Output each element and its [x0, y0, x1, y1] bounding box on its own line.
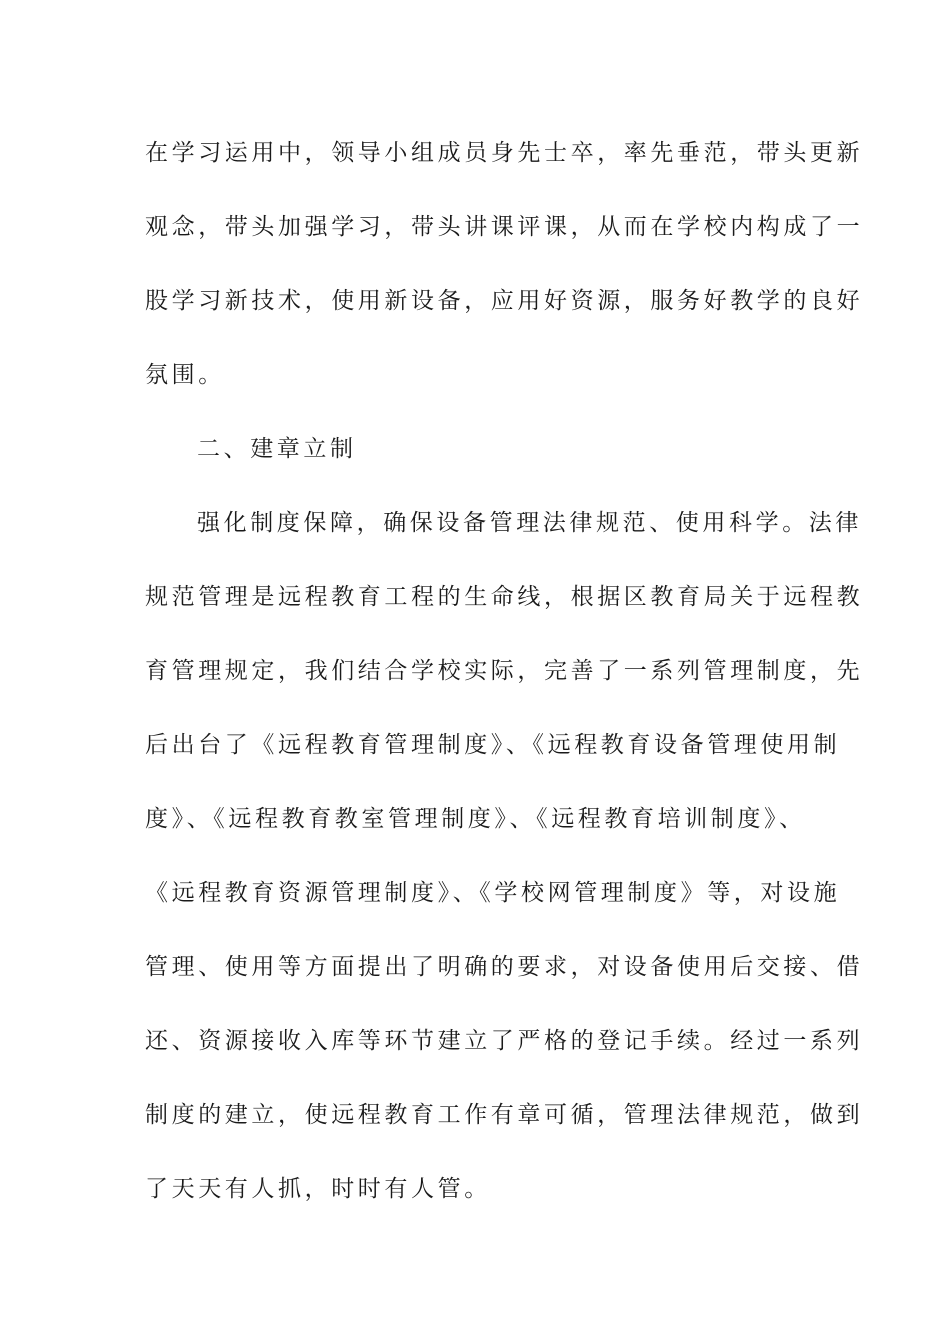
- paragraph-line: 观念，带头加强学习，带头讲课评课，从而在学校内构成了一: [145, 214, 864, 240]
- paragraph-line: 育管理规定，我们结合学校实际，完善了一系列管理制度，先: [145, 658, 864, 684]
- paragraph-line: 后出台了《远程教育管理制度》、《远程教育设备管理使用制: [145, 732, 841, 758]
- paragraph-line: 氛围。: [145, 362, 225, 388]
- paragraph-line: 强化制度保障，确保设备管理法律规范、使用科学。法律: [197, 510, 862, 536]
- paragraph-line: 在学习运用中，领导小组成员身先士卒，率先垂范，带头更新: [145, 140, 864, 166]
- section-heading: 二、建章立制: [197, 436, 357, 462]
- paragraph-line: 度》、《远程教育教室管理制度》、《远程教育培训制度》、: [145, 806, 806, 832]
- paragraph-line: 还、资源接收入库等环节建立了严格的登记手续。经过一系列: [145, 1028, 864, 1054]
- paragraph-line: 规范管理是远程教育工程的生命线，根据区教育局关于远程教: [145, 584, 864, 610]
- paragraph-line: 股学习新技术，使用新设备，应用好资源，服务好教学的良好: [145, 288, 864, 314]
- paragraph-line: 了天天有人抓，时时有人管。: [145, 1176, 491, 1202]
- paragraph-line: 《远程教育资源管理制度》、《学校网管理制度》等，对设施: [145, 880, 841, 906]
- paragraph-line: 制度的建立，使远程教育工作有章可循，管理法律规范，做到: [145, 1102, 864, 1128]
- paragraph-line: 管理、使用等方面提出了明确的要求，对设备使用后交接、借: [145, 954, 864, 980]
